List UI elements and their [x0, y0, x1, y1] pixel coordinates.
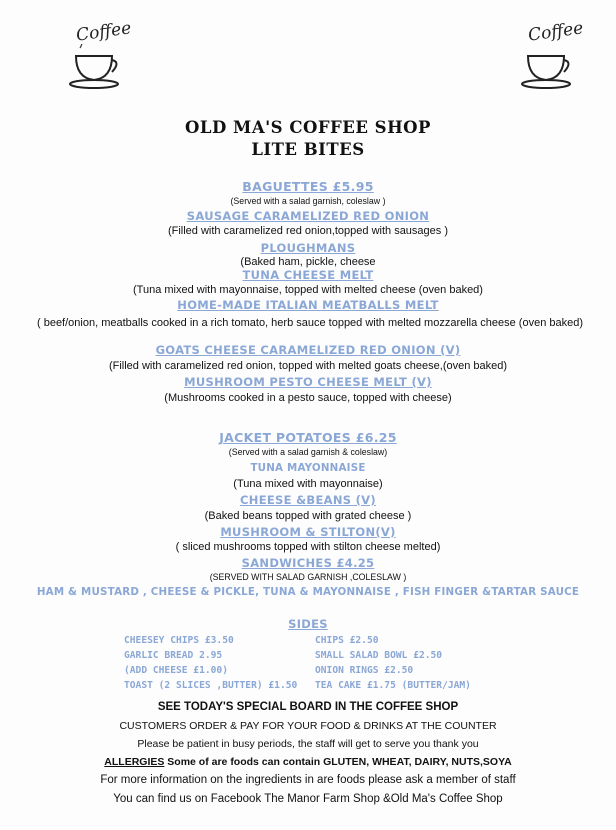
side-item: SMALL SALAD BOWL £2.50 — [315, 650, 443, 661]
baguettes-heading: BAGUETTES £5.95 — [242, 179, 374, 194]
item-description: (Tuna mixed with mayonnaise, topped with melted cheese (oven baked) — [133, 284, 483, 296]
side-item: CHEESEY CHIPS £3.50 — [124, 635, 234, 646]
allergies-text: Some of are foods can contain GLUTEN, WHEAT, DAIRY, NUTS,SOYA — [164, 756, 512, 768]
coffee-cup-icon — [518, 44, 588, 92]
item-description: ( sliced mushrooms topped with stilton cheese melted) — [175, 541, 441, 553]
jacket-heading: JACKET POTATOES £6.25 — [219, 430, 397, 445]
sides-heading: SIDES — [288, 617, 328, 631]
special-board-notice: SEE TODAY'S SPECIAL BOARD IN THE COFFEE SHOP — [157, 701, 459, 713]
menu-subtitle: LITE BITES — [251, 140, 365, 159]
allergies-notice — [0, 756, 616, 768]
sandwiches-list: HAM & MUSTARD , CHEESE & PICKLE, TUNA & MAYONNAISE , FISH FINGER &TARTAR SAUCE — [36, 586, 580, 598]
item-name: HOME-MADE ITALIAN MEATBALLS MELT — [177, 298, 439, 312]
sandwiches-served: (SERVED WITH SALAD GARNISH ,COLESLAW ) — [209, 572, 407, 582]
item-name: PLOUGHMANS — [260, 241, 356, 255]
sandwiches-heading: SANDWICHES £4.25 — [241, 556, 375, 570]
item-description: (Baked beans topped with grated cheese ) — [204, 510, 412, 522]
patience-notice: Please be patient in busy periods, the staff will get to serve you thank you — [137, 738, 479, 750]
logo-script-text: Coffee — [526, 18, 585, 46]
baguettes-served: (Served with a salad garnish, coleslaw ) — [230, 196, 386, 206]
item-description: (Tuna mixed with mayonnaise) — [233, 478, 383, 490]
shop-name: OLD MA'S COFFEE SHOP — [185, 118, 431, 137]
side-item: ONION RINGS £2.50 — [315, 665, 414, 676]
side-item: CHIPS £2.50 — [315, 635, 379, 646]
side-item: (ADD CHEESE £1.00) — [124, 665, 228, 676]
item-description: (Filled with caramelized red onion, topped with melted goats cheese,(oven baked) — [108, 360, 508, 372]
item-name: TUNA MAYONNAISE — [250, 462, 366, 474]
coffee-logo-right — [512, 12, 594, 94]
item-description: (Baked ham, pickle, cheese — [240, 256, 376, 268]
allergies-label: ALLERGIES — [104, 756, 165, 768]
item-name: SAUSAGE CARAMELIZED RED ONION — [186, 209, 430, 223]
coffee-cup-icon — [66, 44, 136, 92]
sides-right-column — [315, 633, 471, 693]
side-item: TEA CAKE £1.75 (BUTTER/JAM) — [315, 680, 471, 691]
side-item: GARLIC BREAD 2.95 — [124, 650, 223, 661]
logo-script-text: Coffee — [74, 18, 133, 46]
order-notice: CUSTOMERS ORDER & PAY FOR YOUR FOOD & DRINKS AT THE COUNTER — [119, 720, 497, 732]
item-name: MUSHROOM & STILTON(V) — [220, 525, 396, 539]
item-description: ( beef/onion, meatballs cooked in a rich tomato, herb sauce topped with melted mozzarella cheese (oven baked) — [36, 317, 584, 329]
item-name: MUSHROOM PESTO CHEESE MELT (V) — [184, 375, 432, 389]
item-name: GOATS CHEESE CARAMELIZED RED ONION (V) — [155, 343, 461, 357]
coffee-logo-left — [60, 12, 142, 94]
item-description: (Mushrooms cooked in a pesto sauce, topped with cheese) — [164, 392, 452, 404]
sides-left-column — [124, 633, 297, 693]
ingredients-info: For more information on the ingredients in are foods please ask a member of staff — [100, 774, 516, 786]
item-name: TUNA CHEESE MELT — [242, 268, 374, 282]
facebook-info: You can find us on Facebook The Manor Farm Shop &Old Ma's Coffee Shop — [113, 793, 503, 805]
side-item: TOAST (2 SLICES ,BUTTER) £1.50 — [124, 680, 298, 691]
item-description: (Filled with caramelized red onion,topped with sausages ) — [167, 225, 449, 237]
jacket-served: (Served with a salad garnish & coleslaw) — [228, 447, 388, 457]
item-name: CHEESE &BEANS (V) — [240, 493, 376, 507]
